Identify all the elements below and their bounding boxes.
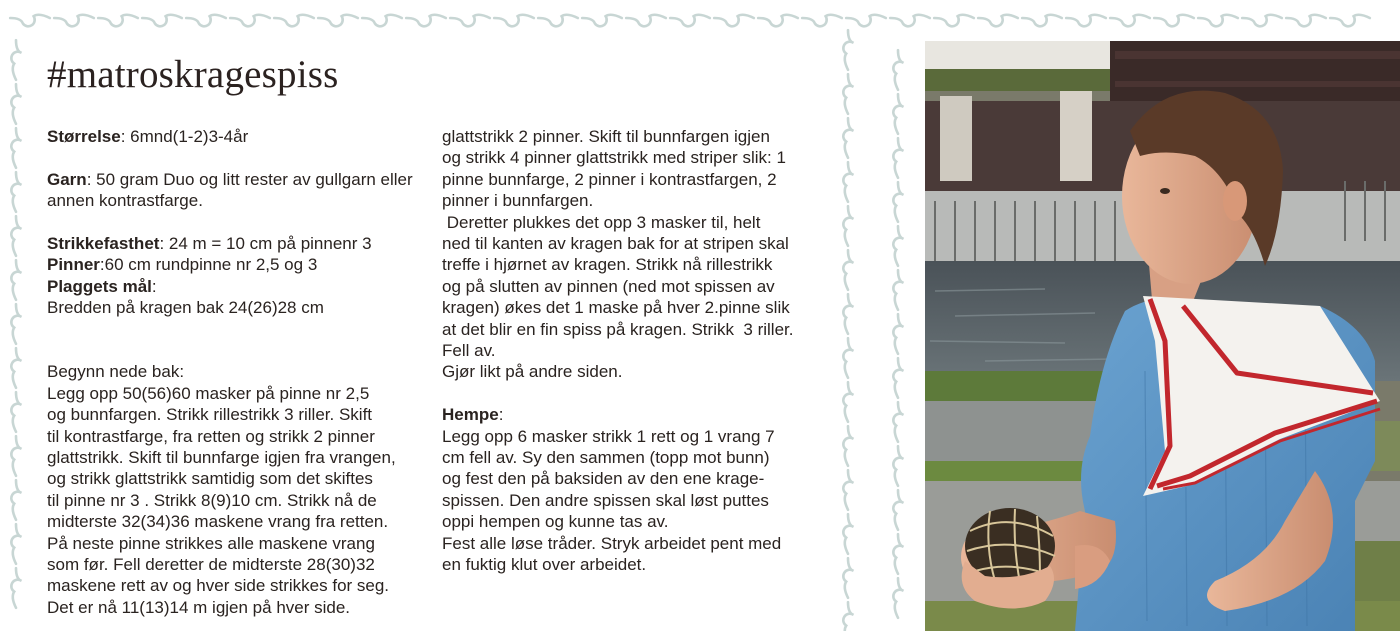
start-instruction-line: Legg opp 50(56)60 masker på pinne nr 2,5	[47, 383, 370, 403]
hempe-instructions	[442, 426, 822, 576]
yarn-line	[47, 169, 432, 212]
hempe-instruction-line: Fest alle løse tråder. Stryk arbeidet pent med	[442, 533, 782, 553]
collar-instruction-line: Deretter plukkes det opp 3 masker til, helt	[442, 212, 761, 232]
collar-instruction-line: pinne bunnfarge, 2 pinner i kontrastfargen, 2	[442, 169, 777, 189]
size-label: Størrelse	[47, 127, 121, 146]
collar-instruction-line: Gjør likt på andre siden.	[442, 362, 623, 382]
start-instruction-line: midterste 32(34)36 maskene vrang fra retten.	[47, 512, 389, 532]
gauge-label: Strikkefasthet	[47, 234, 160, 253]
yarn-label: Garn	[47, 169, 87, 189]
collar-instruction-line: Fell av.	[442, 341, 496, 361]
gauge-value: : 24 m = 10 cm på pinnenr 3	[159, 234, 372, 253]
hempe-instruction-line: og fest den på baksiden av den ene krage-	[442, 469, 765, 489]
size-value: : 6mnd(1-2)3-4år	[120, 127, 249, 146]
start-instruction-line: På neste pinne strikkes alle maskene vrang	[47, 533, 375, 553]
pattern-column-right	[442, 126, 822, 576]
hempe-instruction-line: spissen. Den andre spissen skal løst puttes	[442, 490, 769, 510]
start-heading: Begynn nede bak:	[47, 362, 185, 382]
collar-instructions	[442, 126, 822, 383]
start-instruction-line: maskene rett av og hver side strikkes for seg.	[47, 576, 390, 596]
collar-instruction-line: og på slutten av pinnen (ned mot spissen av	[442, 276, 775, 296]
collar-instruction-line: glattstrikk 2 pinner. Skift til bunnfargen igjen	[442, 127, 770, 146]
size-line	[47, 126, 432, 147]
collar-instruction-line: og strikk 4 pinner glattstrikk med striper slik: 1	[442, 148, 786, 168]
collar-instruction-line: at det blir en fin spiss på kragen. Strikk 3 riller.	[442, 319, 794, 339]
hempe-heading	[442, 404, 822, 425]
hempe-label: Hempe	[442, 405, 499, 425]
pattern-column-left	[47, 126, 432, 618]
hempe-instruction-line: Legg opp 6 masker strikk 1 rett og 1 vrang 7	[442, 426, 775, 446]
start-instruction-line: glattstrikk. Skift til bunnfarge igjen fra vrangen,	[47, 448, 396, 468]
measure-line	[47, 276, 432, 297]
hempe-instruction-line: cm fell av. Sy den sammen (topp mot bunn)	[442, 448, 770, 468]
yarn-value: : 50 gram Duo og litt rester av gullgarn eller annen kontrastfarge.	[47, 169, 413, 211]
start-instructions	[47, 383, 432, 618]
needles-value: :60 cm rundpinne nr 2,5 og 3	[99, 255, 318, 275]
start-instruction-line: og strikk glattstrikk samtidig som det skiftes	[47, 469, 373, 489]
needles-label: Pinner	[47, 255, 100, 275]
hempe-colon: :	[498, 405, 504, 425]
start-instruction-line: til pinne nr 3 . Strikk 8(9)10 cm. Strikk nå de	[47, 490, 377, 510]
collar-instruction-line: pinner i bunnfargen.	[442, 191, 594, 211]
measure-colon: :	[151, 276, 157, 296]
needles-line	[47, 254, 432, 275]
collar-instruction-line: treffe i hjørnet av kragen. Strikk nå rillestrikk	[442, 255, 773, 275]
start-instruction-line: Det er nå 11(13)14 m igjen på hver side.	[47, 597, 351, 617]
hempe-instruction-line: en fuktig klut over arbeidet.	[442, 555, 647, 575]
measure-value: Bredden på kragen bak 24(26)28 cm	[47, 298, 324, 318]
page-title: #matroskragespiss	[47, 53, 339, 96]
collar-instruction-line: ned til kanten av kragen bak for at stripen skal	[442, 234, 789, 254]
start-instruction-line: som før. Fell deretter de midterste 28(30)32	[47, 555, 375, 575]
collar-instruction-line: kragen) økes det 1 maske på hver 2.pinne slik	[442, 298, 790, 318]
model-photo	[925, 41, 1400, 631]
hempe-instruction-line: oppi hempen og kunne tas av.	[442, 512, 669, 532]
start-instruction-line: og bunnfargen. Strikk rillestrikk 3 riller. Skift	[47, 405, 373, 425]
measure-label: Plaggets mål	[47, 276, 152, 296]
gauge-line	[47, 233, 432, 254]
start-instruction-line: til kontrastfarge, fra retten og strikk 2 pinner	[47, 426, 375, 446]
